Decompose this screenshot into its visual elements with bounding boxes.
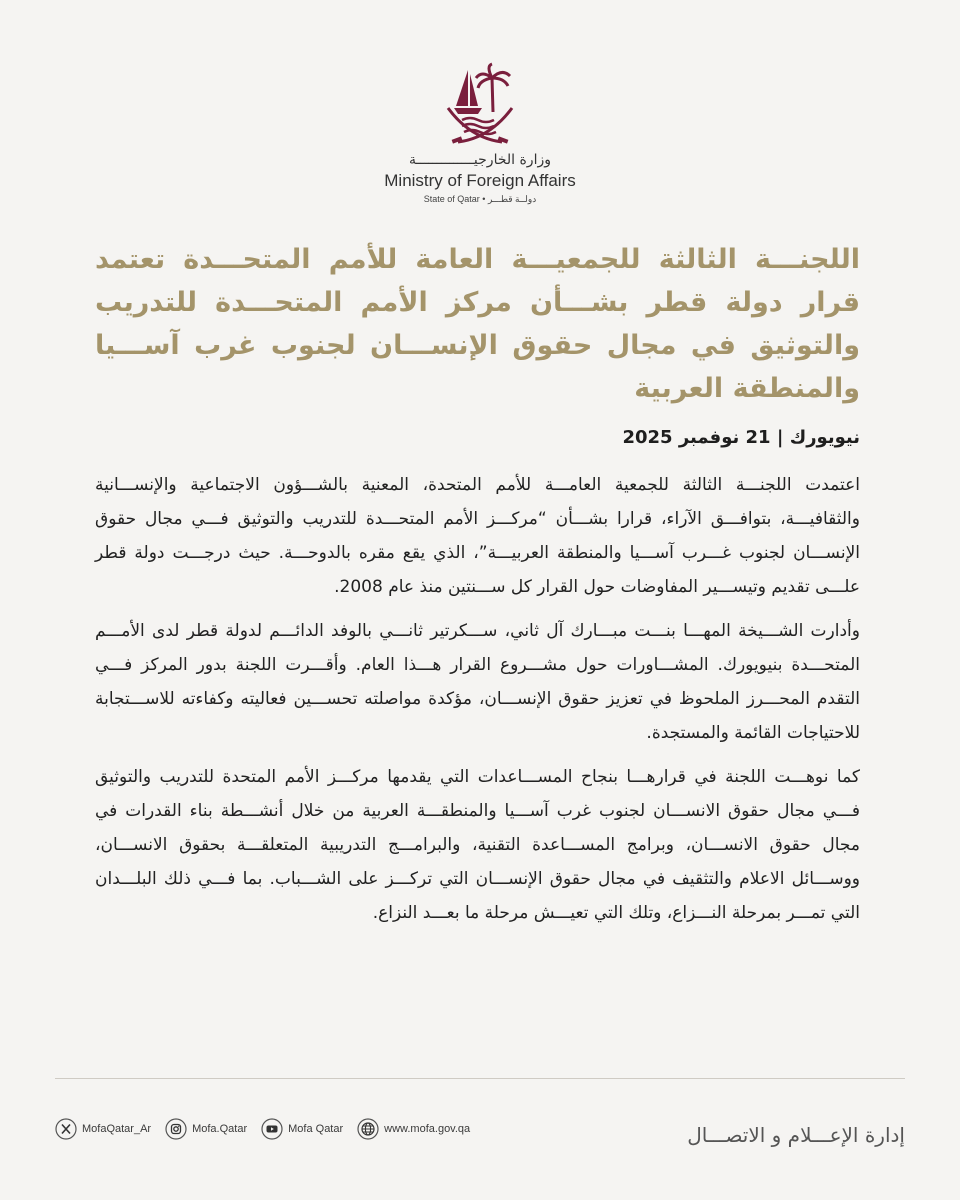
social-link-x[interactable] xyxy=(55,1118,151,1140)
paragraph-2: وأدارت الشـــيخة المهـــا بنـــت مبـــارك آل ثاني، ســـكرتير ثانـــي بالوفد الدائـــم لدولة قطر لدى الأمـــم المتحـــدة بنيويورك. المشـــاورات حول مشـــروع القرار هـــذا العام. وأقـــرت اللجنة بدور المركز فـــي التقدم المحـــرز الملحوظ في تعزيز حقوق الإنســـان، مؤكدة مواصلته تحســـين فعاليته وكفاءته للاســـتجابة للاحتياجات القائمة والمستجدة. xyxy=(95,621,860,743)
social-label-website: www.mofa.gov.qa xyxy=(384,1123,471,1135)
x-icon xyxy=(55,1118,77,1140)
paragraph-3: كما نوهـــت اللجنة في قرارهـــا بنجاح المســـاعدات التي يقدمها مركـــز الأمم المتحدة للتدريب والتوثيق فـــي مجال حقوق الانســـان لجنوب غرب آســـيا والمنطقـــة العربية من خلال أنشـــطة بناء القدرات في مجال حقوق الانســـان، وبرامج المســـاعدة التقنية، والبرامـــج التدريبية المتعلقـــة بحقوق الانســـان، ووســـائل الاعلام والتثقيف في مجال حقوق الإنســـان التي تركـــز على الشـــباب. بما فـــي ذلك البلـــدان التي تمـــر بمرحلة النـــزاع، وتلك التي تعيـــش مرحلة ما بعـــد النزاع. xyxy=(95,767,860,923)
social-label-youtube: Mofa Qatar xyxy=(288,1123,344,1135)
footer-divider xyxy=(55,1078,905,1079)
press-release-headline: اللجنـــة الثالثة للجمعيـــة العامة للأمم المتحـــدة تعتمد قرار دولة قطر بشـــأن مركز الأمم المتحـــدة للتدريب والتوثيق في مجال حقوق الإنســـان لجنوب غرب آســـيا والمنطقة العربية xyxy=(95,244,860,404)
press-release-body xyxy=(95,238,860,940)
ministry-name-english: Ministry of Foreign Affairs xyxy=(384,171,576,190)
ministry-header xyxy=(0,60,960,205)
state-emblem-icon xyxy=(440,60,520,146)
globe-icon xyxy=(357,1118,379,1140)
dateline: نيويورك | 21 نوفمبر 2025 xyxy=(622,427,860,448)
instagram-icon xyxy=(165,1118,187,1140)
social-label-x: MofaQatar_Ar xyxy=(82,1123,152,1135)
social-link-instagram[interactable] xyxy=(165,1118,247,1140)
social-label-instagram: Mofa.Qatar xyxy=(192,1123,248,1135)
department-name: إدارة الإعـــلام و الاتصـــال xyxy=(687,1123,905,1147)
footer xyxy=(55,1118,905,1152)
youtube-icon xyxy=(261,1118,283,1140)
state-name: State of Qatar • دولــة قطـــر xyxy=(423,194,537,204)
ministry-name-arabic: وزارة الخارجيــــــــــــــة xyxy=(409,152,551,168)
social-links xyxy=(55,1118,470,1140)
paragraph-1: اعتمدت اللجنـــة الثالثة للجمعية العامـــة للأمم المتحدة، المعنية بالشـــؤون الاجتماعية والإنســـانية والثقافيـــة، بتوافـــق الآراء، قرارا بشـــأن “مركـــز الأمم المتحـــدة للتدريب والتوثيق فـــي مجال حقوق الإنســـان لجنوب غـــرب آســـيا والمنطقة العربيـــة”، الذي يقع مقره بالدوحـــة. حيث درجـــت دولة قطر علـــى تقديم وتيســـير المفاوضات حول القرار كل ســـنتين منذ عام 2008. xyxy=(95,475,860,597)
social-link-website[interactable] xyxy=(357,1118,470,1140)
social-link-youtube[interactable] xyxy=(261,1118,343,1140)
